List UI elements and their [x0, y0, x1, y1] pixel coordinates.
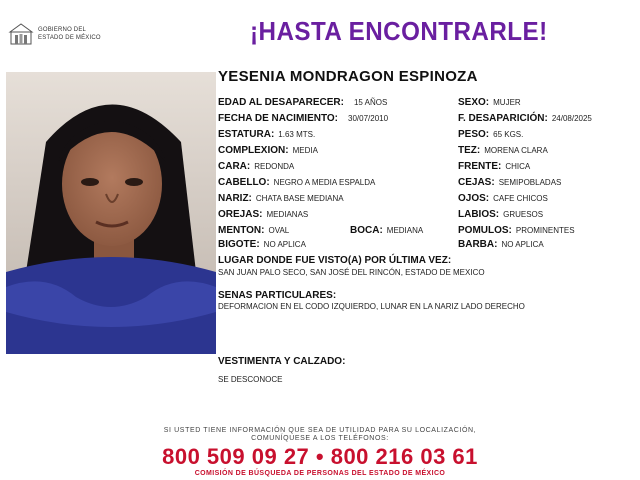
field-edad	[218, 96, 387, 109]
field-label: NARIZ:	[218, 193, 252, 204]
field-label: BARBA:	[458, 239, 498, 250]
distinguishing-marks-label: SENAS PARTICULARES:	[218, 290, 337, 301]
last-seen-label: LUGAR DONDE FUE VISTO(A) POR ÚLTIMA VEZ:	[218, 255, 452, 266]
distinguishing-marks-value: DEFORMACION EN EL CODO IZQUIERDO, LUNAR EN LA NARIZ LADO DERECHO	[218, 302, 525, 311]
field-complexion	[218, 144, 318, 157]
field-cabello	[218, 176, 375, 189]
field-cejas	[458, 176, 561, 189]
field-label: FECHA DE NACIMIENTO:	[218, 113, 338, 124]
field-value: MEDIA	[292, 146, 318, 155]
field-value: CHICA	[505, 162, 531, 171]
contact-phones: 800 509 09 27 • 800 216 03 61	[162, 444, 478, 469]
field-peso	[458, 128, 523, 141]
field-value: SEMIPOBLADAS	[498, 178, 562, 187]
field-value: NO APLICA	[501, 240, 544, 249]
field-cara	[218, 160, 294, 173]
field-label: PESO:	[458, 129, 490, 140]
government-logo	[8, 22, 118, 48]
field-fecha-nacimiento	[218, 112, 388, 125]
info-request-line1: SI USTED TIENE INFORMACIÓN QUE SEA DE UTILIDAD PARA SU LOCALIZACIÓN,	[163, 427, 477, 434]
missing-person-photo	[6, 72, 216, 354]
field-value: 65 KGS.	[493, 130, 524, 139]
state-seal-icon	[8, 22, 34, 46]
field-ojos	[458, 192, 548, 205]
clothing-value: SE DESCONOCE	[218, 375, 283, 384]
field-nariz	[218, 192, 344, 205]
field-value: MEDIANA	[386, 226, 424, 235]
field-fecha-desaparicion	[458, 112, 592, 125]
field-frente	[458, 160, 530, 173]
field-value: NO APLICA	[263, 240, 306, 249]
field-label: CABELLO:	[218, 177, 270, 188]
field-label: SEXO:	[458, 97, 490, 108]
field-label: OJOS:	[458, 193, 490, 204]
field-value: PROMINENTES	[515, 226, 575, 235]
field-label: LABIOS:	[458, 209, 500, 220]
field-pomulos	[458, 224, 575, 237]
field-value: MORENA CLARA	[484, 146, 548, 155]
last-seen-value: SAN JUAN PALO SECO, SAN JOSÉ DEL RINCÓN, ESTADO DE MEXICO	[218, 268, 485, 277]
field-label: POMULOS:	[458, 225, 512, 236]
field-label: CARA:	[218, 161, 251, 172]
field-value: 15 AÑOS	[353, 98, 388, 107]
field-label: OREJAS:	[218, 209, 263, 220]
field-label: F. DESAPARICIÓN:	[458, 113, 548, 124]
field-menton	[218, 224, 289, 237]
field-value: GRUESOS	[503, 210, 544, 219]
clothing-label: VESTIMENTA Y CALZADO:	[218, 356, 346, 367]
field-orejas	[218, 208, 308, 221]
field-boca	[350, 224, 423, 237]
field-value: CHATA BASE MEDIANA	[255, 194, 344, 203]
field-label: COMPLEXION:	[218, 145, 289, 156]
field-value: REDONDA	[254, 162, 295, 171]
headline: ¡HASTA ENCONTRARLE!	[250, 16, 548, 46]
person-name: YESENIA MONDRAGON ESPINOZA	[218, 68, 478, 85]
commission-name: COMISIÓN DE BÚSQUEDA DE PERSONAS DEL ESTADO DE MÉXICO	[194, 470, 446, 477]
field-value: MUJER	[493, 98, 521, 107]
field-label: TEZ:	[458, 145, 481, 156]
info-request-line2: COMUNÍQUESE A LOS TELÉFONOS:	[251, 435, 389, 442]
field-value: OVAL	[268, 226, 290, 235]
logo-text-line1: GOBIERNO DEL	[38, 27, 87, 33]
field-value: 24/08/2025	[551, 114, 592, 123]
logo-text-line2: ESTADO DE MÉXICO	[38, 35, 101, 41]
field-label: EDAD AL DESAPARECER:	[218, 97, 344, 108]
field-value: CAFE CHICOS	[493, 194, 548, 203]
field-value: 1.63 MTS.	[278, 130, 316, 139]
field-value: 30/07/2010	[348, 114, 389, 123]
field-value: MEDIANAS	[266, 210, 309, 219]
field-label: FRENTE:	[458, 161, 502, 172]
field-label: ESTATURA:	[218, 129, 275, 140]
field-label: MENTON:	[218, 225, 265, 236]
field-tez	[458, 144, 548, 157]
field-label: BIGOTE:	[218, 239, 260, 250]
field-sexo	[458, 96, 521, 109]
field-label: CEJAS:	[458, 177, 495, 188]
field-estatura	[218, 128, 315, 141]
field-value: NEGRO A MEDIA ESPALDA	[273, 178, 376, 187]
field-bigote	[218, 238, 306, 251]
field-labios	[458, 208, 543, 221]
field-label: BOCA:	[350, 225, 383, 236]
field-barba	[458, 238, 544, 251]
